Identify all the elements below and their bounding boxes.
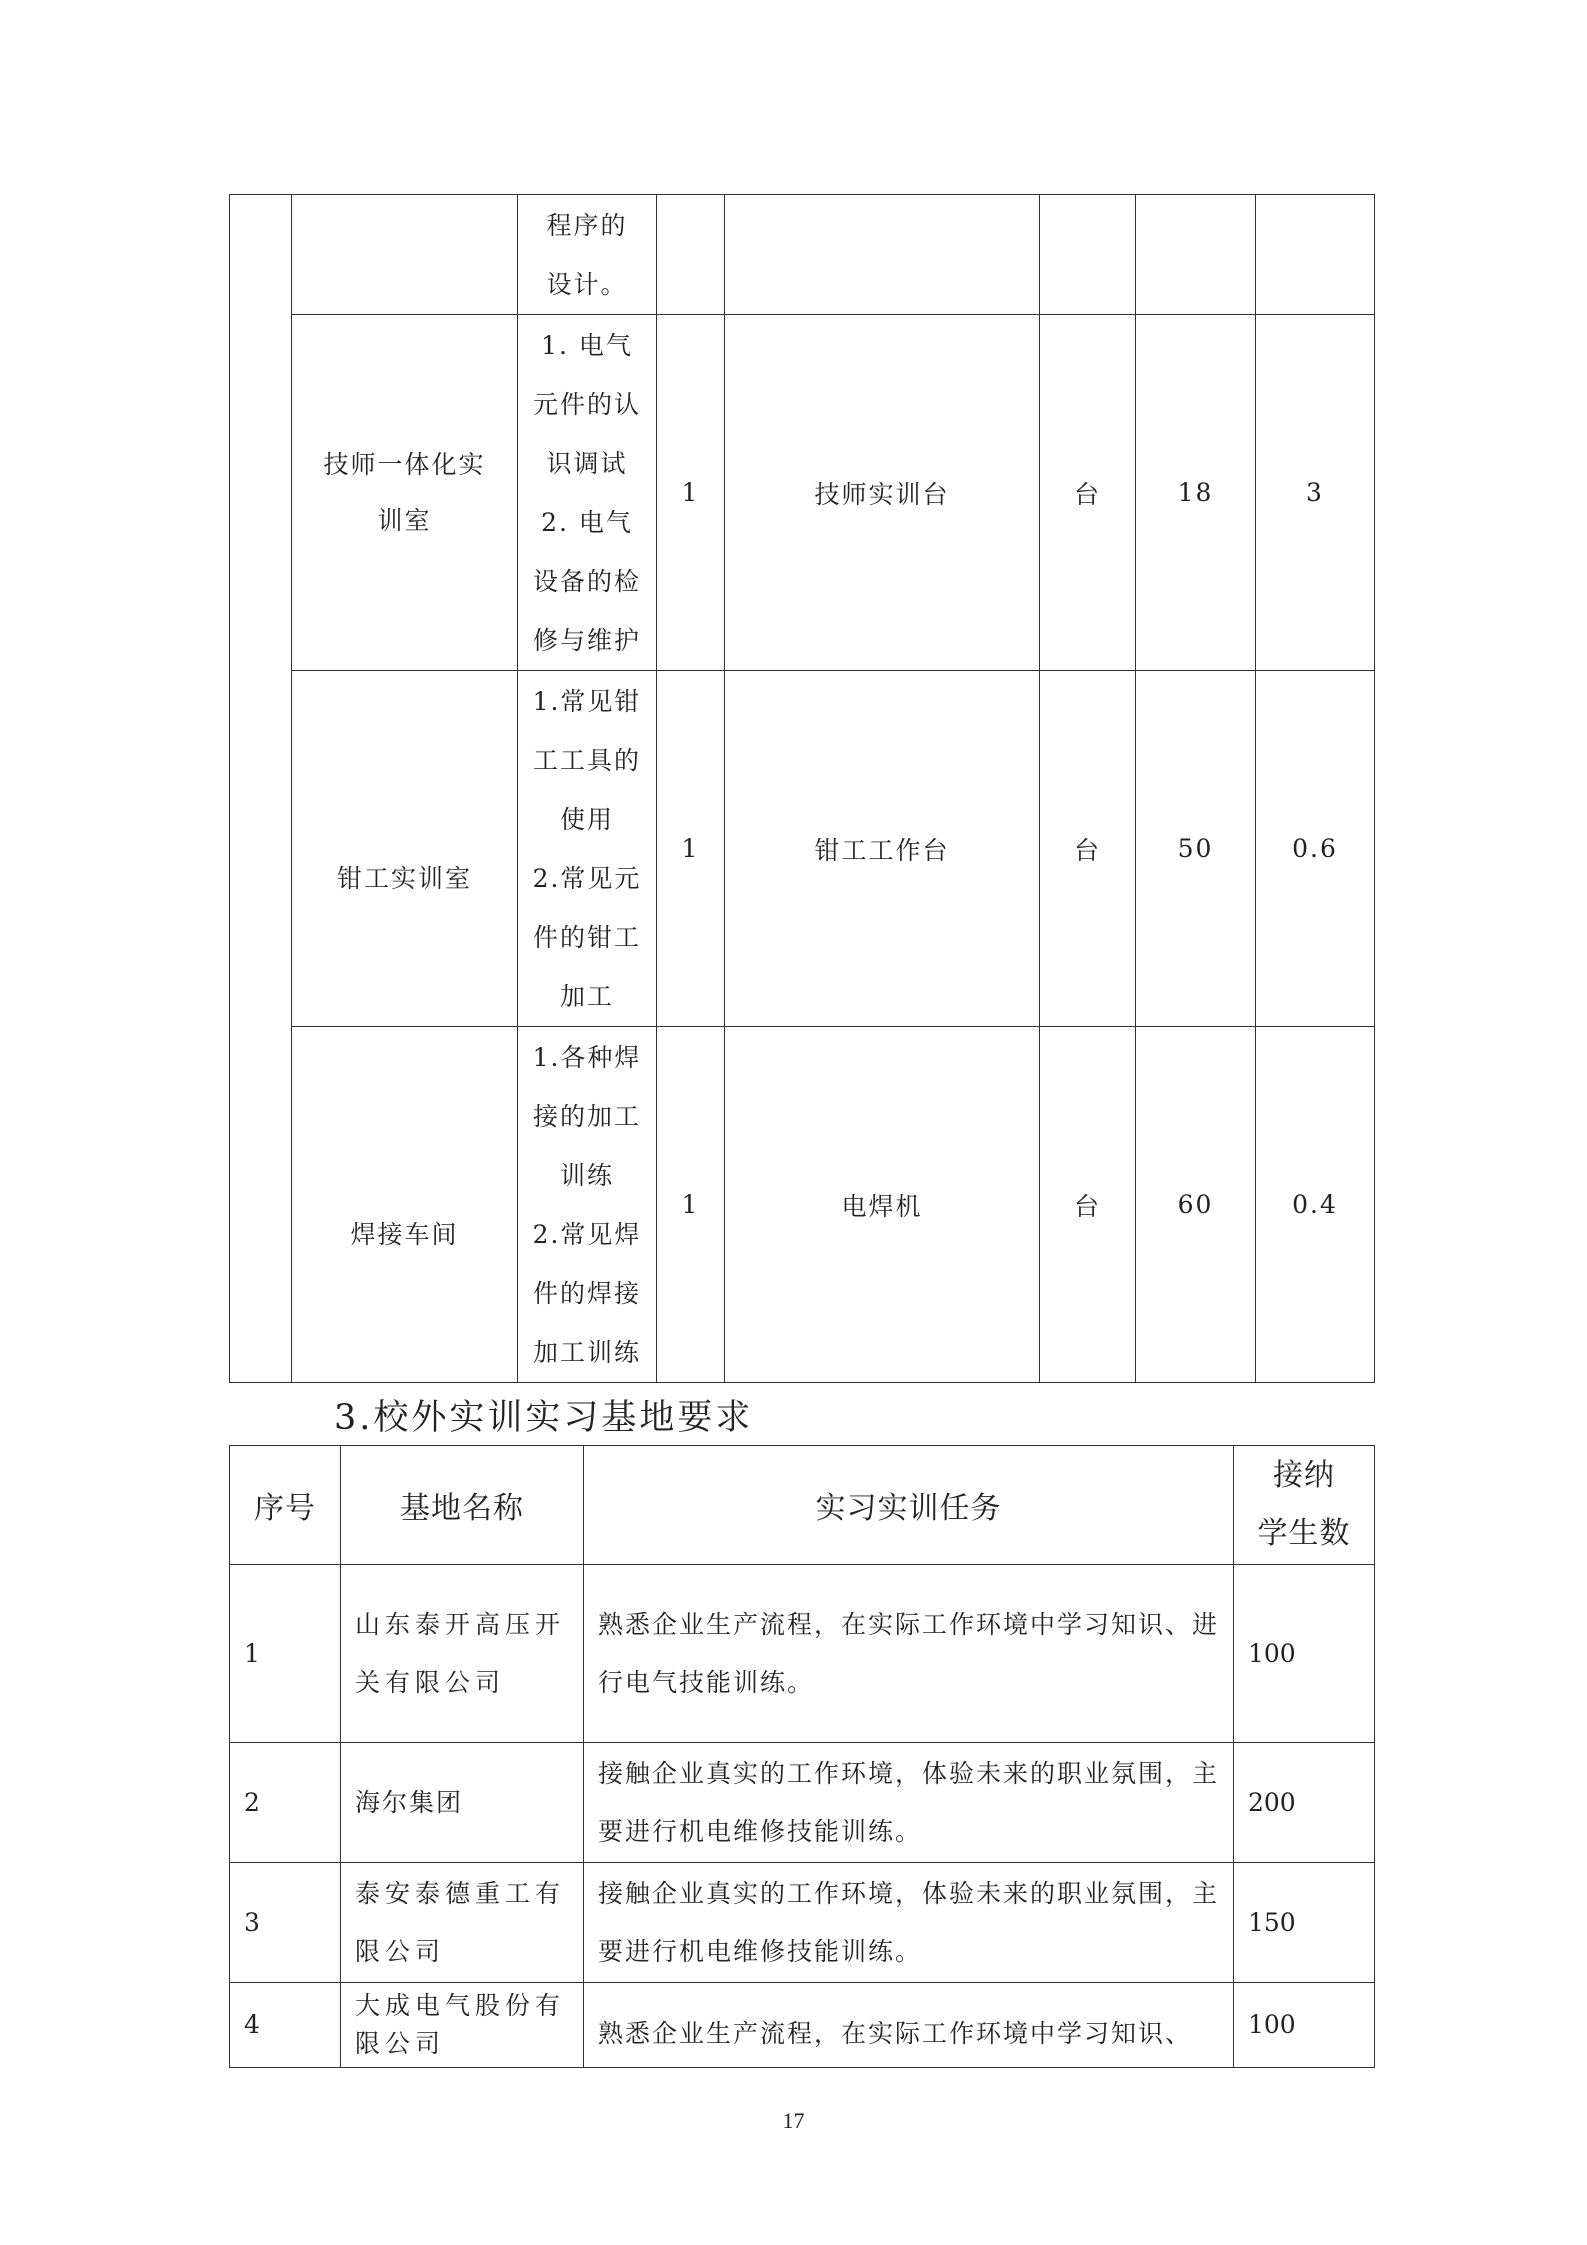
task-cell: 接触企业真实的工作环境，体验未来的职业氛围，主要进行机电维修技能训练。 <box>584 1743 1234 1863</box>
room-cell: 技师一体化实训室 <box>292 315 518 671</box>
task-cell: 熟悉企业生产流程，在实际工作环境中学习知识、进行电气技能训练。 <box>584 1565 1234 1743</box>
content-line: 工工具的 <box>532 745 641 775</box>
task-cell: 接触企业真实的工作环境，体验未来的职业氛围，主要进行机电维修技能训练。 <box>584 1863 1234 1983</box>
no-cell: 4 <box>230 1983 341 2068</box>
header-count <box>1234 1446 1375 1565</box>
unit-cell <box>1040 195 1136 315</box>
table-row <box>230 315 1375 671</box>
content-line: 元件的认 <box>532 389 641 419</box>
name-cell: 大成电气股份有限公司 <box>341 1983 584 2068</box>
header-row <box>230 1446 1375 1565</box>
page-number: 17 <box>782 2108 805 2133</box>
content-line: 修与维护 <box>532 625 641 655</box>
content-line: 训练 <box>559 1160 614 1190</box>
content-line: 设备的检 <box>532 566 641 596</box>
content-line: 识调试 <box>546 448 628 478</box>
count-cell: 100 <box>1234 1983 1375 2068</box>
qty-cell <box>657 195 725 315</box>
table-row <box>230 1863 1375 1983</box>
header-task: 实习实训任务 <box>584 1446 1234 1565</box>
training-base-table <box>229 1445 1375 2068</box>
header-count-line2: 学生数 <box>1257 1516 1351 1551</box>
name-cell: 山东泰开高压开关有限公司 <box>341 1565 584 1743</box>
table-row <box>230 195 1375 315</box>
unit-cell: 台 <box>1040 1027 1136 1383</box>
device-cell: 技师实训台 <box>725 315 1040 671</box>
ratio-cell: 0.4 <box>1256 1027 1375 1383</box>
content-line: 设计。 <box>546 269 628 299</box>
qty-cell: 1 <box>657 1027 725 1383</box>
count-cell: 100 <box>1234 1565 1375 1743</box>
ratio-cell: 3 <box>1256 315 1375 671</box>
unit-cell: 台 <box>1040 671 1136 1027</box>
content-line: 2. 电气 <box>541 507 633 537</box>
content-line: 程序的 <box>546 210 628 240</box>
section-heading: 3.校外实训实习基地要求 <box>334 1398 754 1438</box>
content-line: 接的加工 <box>532 1101 641 1131</box>
table-row <box>230 1743 1375 1863</box>
table-row <box>230 1983 1375 2068</box>
no-cell: 1 <box>230 1565 341 1743</box>
count-cell: 200 <box>1234 1743 1375 1863</box>
header-no: 序号 <box>230 1446 341 1565</box>
category-cell <box>230 195 292 1383</box>
device-cell: 电焊机 <box>725 1027 1040 1383</box>
equipment-table <box>229 194 1375 1383</box>
content-cell <box>518 315 657 671</box>
content-line: 1. 电气 <box>541 330 633 360</box>
count-cell: 18 <box>1136 315 1256 671</box>
content-line: 1.各种焊 <box>532 1042 642 1072</box>
count-cell: 50 <box>1136 671 1256 1027</box>
ratio-cell <box>1256 195 1375 315</box>
count-cell: 60 <box>1136 1027 1256 1383</box>
device-cell: 钳工工作台 <box>725 671 1040 1027</box>
count-cell <box>1136 195 1256 315</box>
content-line: 2.常见焊 <box>532 1219 642 1249</box>
content-cell <box>518 671 657 1027</box>
task-cell: 熟悉企业生产流程，在实际工作环境中学习知识、 <box>584 1983 1234 2068</box>
room-cell: 焊接车间 <box>292 1027 518 1383</box>
room-cell: 钳工实训室 <box>292 671 518 1027</box>
content-line: 件的焊接 <box>532 1278 641 1308</box>
qty-cell: 1 <box>657 315 725 671</box>
table-row <box>230 1565 1375 1743</box>
table-row <box>230 671 1375 1027</box>
table-row <box>230 1027 1375 1383</box>
content-line: 2.常见元 <box>532 863 642 893</box>
qty-cell: 1 <box>657 671 725 1027</box>
no-cell: 2 <box>230 1743 341 1863</box>
name-cell: 海尔集团 <box>341 1743 584 1863</box>
name-cell: 泰安泰德重工有限公司 <box>341 1863 584 1983</box>
no-cell: 3 <box>230 1863 341 1983</box>
unit-cell: 台 <box>1040 315 1136 671</box>
device-cell <box>725 195 1040 315</box>
header-count-line1: 接纳 <box>1273 1458 1335 1493</box>
content-cell <box>518 195 657 315</box>
content-line: 1.常见钳 <box>532 686 642 716</box>
content-cell <box>518 1027 657 1383</box>
header-name: 基地名称 <box>341 1446 584 1565</box>
content-line: 使用 <box>559 804 614 834</box>
ratio-cell: 0.6 <box>1256 671 1375 1027</box>
room-cell <box>292 195 518 315</box>
count-cell: 150 <box>1234 1863 1375 1983</box>
content-line: 加工 <box>559 981 614 1011</box>
content-line: 加工训练 <box>532 1337 641 1367</box>
content-line: 件的钳工 <box>532 922 641 952</box>
